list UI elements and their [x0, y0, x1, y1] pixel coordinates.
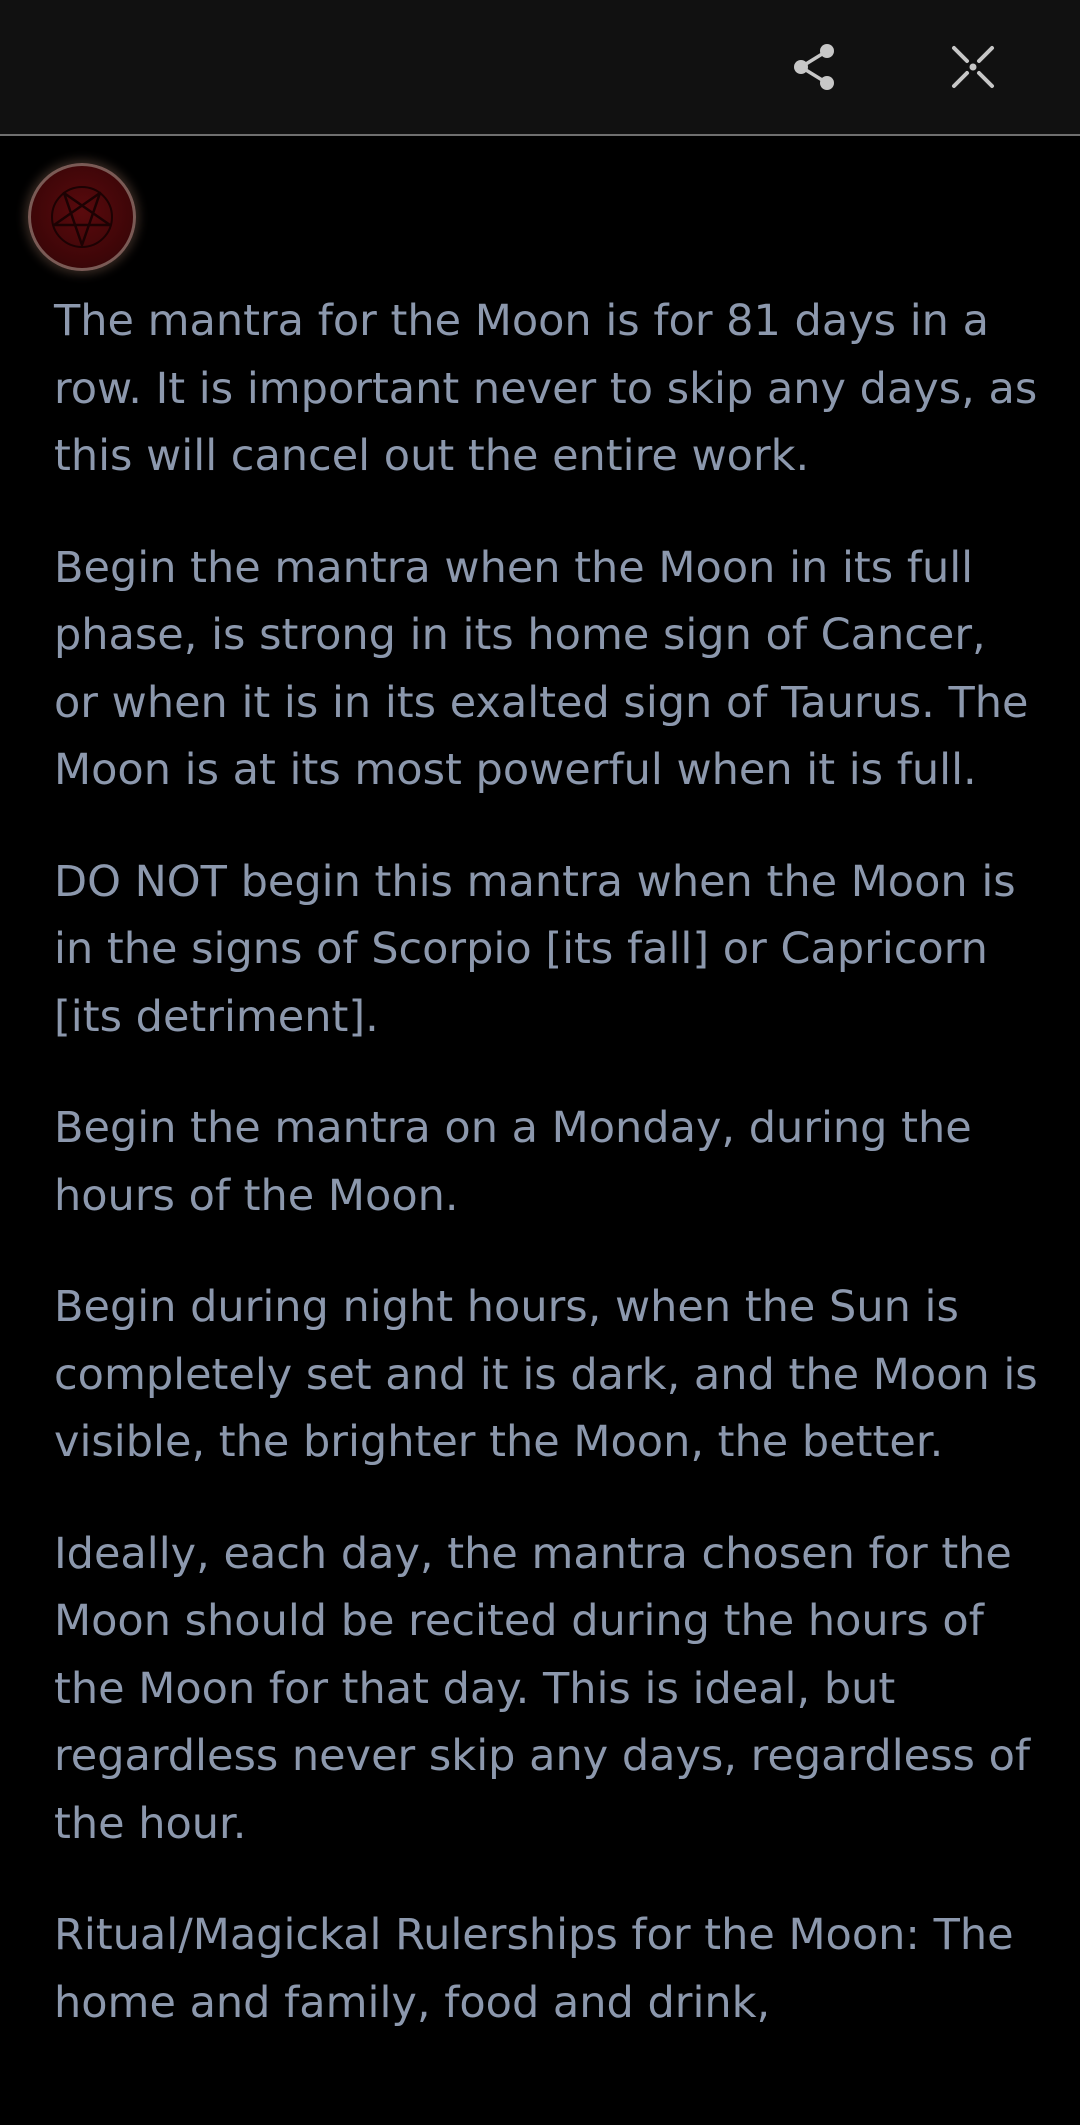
paragraph: Ideally, each day, the mantra chosen for the Moon should be recited during the hours of the Moon for that day. This is ideal, but regardless never skip any days, regardless of the hour.: [54, 1528, 1031, 1849]
close-button[interactable]: [933, 27, 1013, 107]
article-body: [54, 288, 1039, 2081]
share-icon: [789, 41, 841, 93]
paragraph: Ritual/Magickal Rulerships for the Moon: The home and family, food and drink,: [54, 1910, 1014, 2028]
paragraph: Begin during night hours, when the Sun is completely set and it is dark, and the Moon is visible, the brighter the Moon, the better.: [54, 1282, 1038, 1467]
paragraph: DO NOT begin this mantra when the Moon is in the signs of Scorpio [its fall] or Capricorn [its detriment].: [54, 856, 1016, 1042]
paragraph: Begin the mantra on a Monday, during the hours of the Moon.: [54, 1103, 972, 1221]
avatar[interactable]: [28, 163, 136, 271]
pentagram-icon: [42, 177, 122, 257]
top-toolbar: [0, 0, 1080, 136]
paragraph: The mantra for the Moon is for 81 days in a row. It is important never to skip any days, as this will cancel out the entire work.: [54, 296, 1038, 481]
share-button[interactable]: [775, 27, 855, 107]
close-icon: [948, 42, 998, 92]
paragraph: Begin the mantra when the Moon in its full phase, is strong in its home sign of Cancer, or when it is in its exalted sign of Taurus. The Moon is at its most powerful when it is full.: [54, 542, 1029, 795]
